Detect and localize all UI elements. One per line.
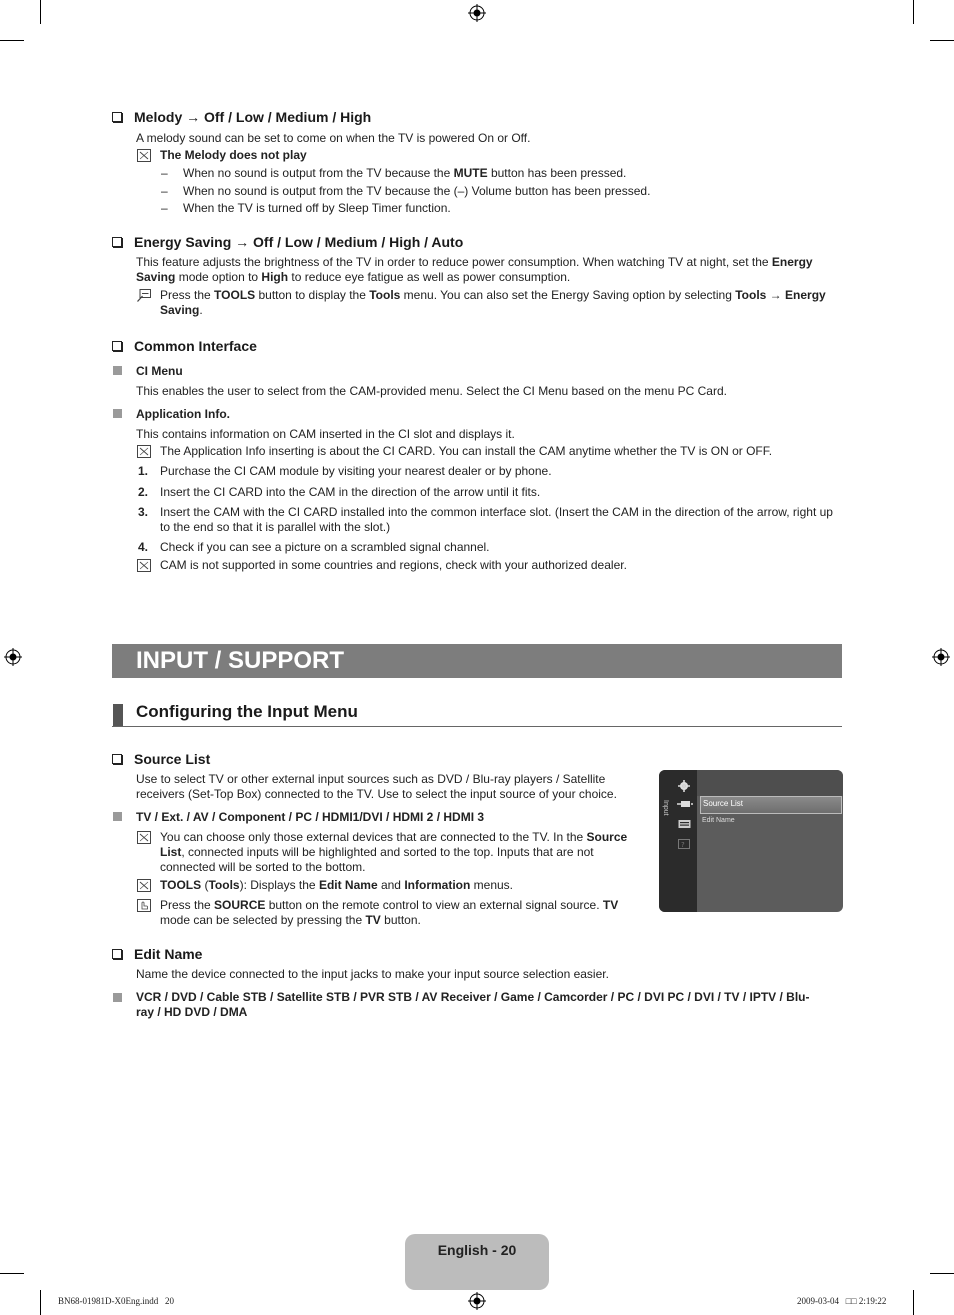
square-bullet-icon bbox=[113, 366, 122, 375]
note-icon bbox=[137, 831, 151, 844]
tv-menu-screenshot bbox=[659, 770, 843, 912]
ci-step: 3. Insert the CAM with the CI CARD installed into the common interface slot. (Insert the CAM in the direction of the arrow, right up to the end so that it is parallel with the slot.) bbox=[138, 505, 833, 534]
melody-note-title: The Melody does not play bbox=[160, 148, 307, 162]
registration-mark-icon bbox=[468, 4, 486, 22]
app-info-description: This contains information on CAM inserted in the CI slot and displays it. bbox=[136, 427, 515, 441]
source-list-heading bbox=[112, 751, 210, 767]
remote-button-icon bbox=[137, 899, 151, 912]
registration-mark-icon bbox=[4, 648, 22, 666]
square-bullet-icon bbox=[113, 812, 122, 821]
common-interface-heading bbox=[112, 338, 257, 354]
ci-step: 4. Check if you can see a picture on a scrambled signal channel. bbox=[138, 540, 490, 554]
source-list-sources: TV / Ext. / AV / Component / PC / HDMI1/DVI / HDMI 2 / HDMI 3 bbox=[113, 810, 484, 824]
melody-item: – When no sound is output from the TV because the MUTE button has been pressed. bbox=[161, 166, 627, 180]
crop-mark bbox=[913, 1290, 914, 1315]
melody-item-text: When the TV is turned off by Sleep Timer function. bbox=[183, 201, 451, 215]
file-info: BN68-01981D-X0Eng.indd 20 bbox=[58, 1296, 174, 1306]
note-icon bbox=[137, 149, 151, 162]
crop-mark bbox=[0, 40, 24, 41]
crop-mark bbox=[930, 40, 954, 41]
energy-saving-heading bbox=[112, 234, 463, 250]
edit-name-heading bbox=[112, 946, 202, 962]
ci-step: 1. Purchase the CI CAM module by visiting your nearest dealer or by phone. bbox=[138, 464, 552, 478]
source-list-note: You can choose only those external devices that are connected to the TV. In the Source List, connected inputs will be highlighted and sorted to the top. Inputs that are not connected will be sorted to the bottom. bbox=[137, 830, 642, 875]
svg-text:?: ? bbox=[681, 841, 685, 849]
support-icon bbox=[678, 839, 690, 849]
melody-item-text: When no sound is output from the TV because the (–) Volume button has been pressed. bbox=[183, 184, 651, 198]
square-bullet-icon bbox=[113, 409, 122, 418]
note-icon bbox=[137, 445, 151, 458]
page-number-label: English - 20 bbox=[437, 1242, 517, 1258]
ci-menu-subheading: CI Menu bbox=[113, 364, 183, 378]
mute-label: MUTE bbox=[453, 166, 488, 180]
crop-mark bbox=[0, 1273, 24, 1274]
registration-mark-icon bbox=[468, 1292, 486, 1310]
square-bullet-icon bbox=[113, 993, 122, 1002]
tv-menu-side-label: Input bbox=[662, 800, 669, 816]
checkbox-bullet-icon bbox=[112, 949, 122, 959]
melody-heading-text: Melody → Off / Low / Medium / High bbox=[134, 109, 372, 125]
timestamp: 2009-03-04 □□ 2:19:22 bbox=[797, 1296, 887, 1306]
source-list-tools-note: TOOLS (Tools): Displays the Edit Name and Information menus. bbox=[137, 878, 642, 893]
cam-note bbox=[137, 558, 837, 573]
registration-mark-icon bbox=[932, 648, 950, 666]
chapter-title: INPUT / SUPPORT bbox=[136, 647, 345, 674]
input-icon bbox=[677, 799, 693, 809]
melody-item: – When the TV is turned off by Sleep Timer function. bbox=[161, 201, 451, 215]
melody-item-text: When no sound is output from the TV because the bbox=[183, 166, 454, 180]
source-button-note: Press the SOURCE button on the remote control to view an external signal source. TV mode can be selected by pressing the TV button. bbox=[137, 898, 642, 928]
source-list-item-label: Source List bbox=[703, 799, 744, 808]
section-title: Configuring the Input Menu bbox=[136, 702, 358, 721]
app-info-note-text: The Application Info inserting is about the CI CARD. You can install the CAM anytime whether the TV is ON or OFF. bbox=[160, 444, 773, 458]
tv-menu-item-selected[interactable] bbox=[700, 796, 842, 814]
crop-mark bbox=[913, 0, 914, 24]
app-info-subheading: Application Info. bbox=[113, 407, 230, 421]
application-icon bbox=[678, 819, 691, 829]
device-list-text: VCR / DVD / Cable STB / Satellite STB / PVR STB / AV Receiver / Game / Camcorder / PC / DVI PC / DVI / TV / IPTV / Blu- ray / HD DVD / DMA bbox=[136, 990, 810, 1019]
crop-mark bbox=[40, 1290, 41, 1315]
edit-name-description: Name the device connected to the input jacks to make your input source selection easier. bbox=[136, 967, 609, 981]
energy-description: This feature adjusts the brightness of the TV in order to reduce power consumption. When watching TV at night, set the Energy Saving mode option to High to reduce eye fatigue as well as power consumption. bbox=[136, 255, 813, 284]
melody-item: – When no sound is output from the TV because the (–) Volume button has been pressed. bbox=[161, 184, 651, 198]
melody-item-text: button has been pressed. bbox=[487, 166, 627, 180]
checkbox-bullet-icon bbox=[112, 754, 122, 764]
crop-mark bbox=[40, 0, 41, 24]
melody-heading bbox=[112, 109, 371, 125]
checkbox-bullet-icon bbox=[112, 341, 122, 351]
section-marker bbox=[113, 704, 123, 726]
tv-menu-top-strip bbox=[697, 770, 843, 796]
melody-note bbox=[137, 148, 837, 163]
checkbox-bullet-icon bbox=[112, 237, 122, 247]
ci-step: 2. Insert the CI CARD into the CAM in the direction of the arrow until it fits. bbox=[138, 485, 541, 499]
energy-heading-text: Energy Saving → Off / Low / Medium / High / Auto bbox=[134, 234, 464, 250]
source-list-description: Use to select TV or other external input sources such as DVD / Blu-ray players / Satellite receivers (Set-Top Box) connected to the TV. Use to select the input source of your choice. bbox=[136, 772, 617, 801]
section-rule bbox=[112, 726, 842, 727]
app-info-note bbox=[137, 444, 837, 459]
energy-tools-tip: Press the TOOLS button to display the Tools menu. You can also set the Energy Saving option by selecting Tools → Energy Saving. bbox=[137, 288, 837, 318]
page-number-tab bbox=[405, 1234, 549, 1290]
note-icon bbox=[137, 879, 151, 892]
cam-note-text: CAM is not supported in some countries and regions, check with your authorized dealer. bbox=[160, 558, 627, 572]
crop-mark bbox=[930, 1273, 954, 1274]
melody-description: A melody sound can be set to come on when the TV is powered On or Off. bbox=[136, 131, 531, 145]
note-icon bbox=[137, 559, 151, 572]
ci-menu-description: This enables the user to select from the CAM-provided menu. Select the CI Menu based on the menu PC Card. bbox=[136, 384, 727, 398]
source-list-heading-text: Source List bbox=[134, 751, 211, 767]
ci-heading-text: Common Interface bbox=[134, 338, 257, 354]
chapter-banner bbox=[112, 644, 842, 678]
tv-menu-item[interactable]: Edit Name bbox=[702, 817, 735, 824]
settings-icon bbox=[678, 780, 690, 792]
edit-name-device-list bbox=[113, 990, 823, 1020]
tools-icon bbox=[137, 289, 151, 302]
edit-name-heading-text: Edit Name bbox=[134, 946, 203, 962]
checkbox-bullet-icon bbox=[112, 112, 122, 122]
